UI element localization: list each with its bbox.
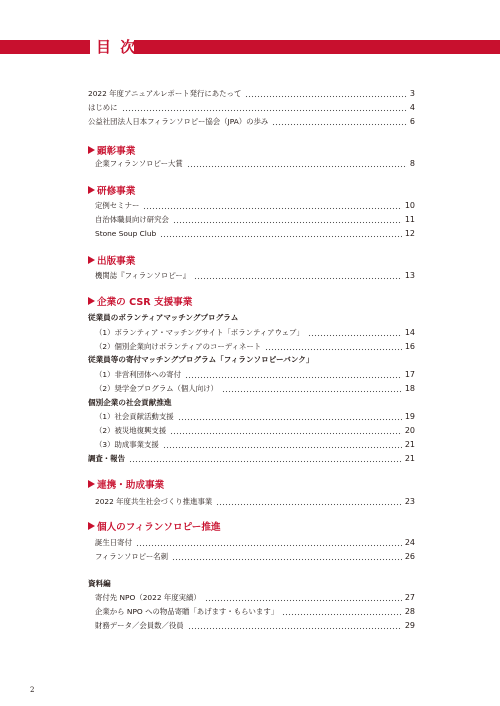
toc-entry-label: 2022 年度アニュアルレポート発行にあたって bbox=[88, 89, 242, 98]
page-number: 2 bbox=[30, 686, 35, 694]
toc-entry-label: （2）被災地復興支援 bbox=[95, 426, 167, 435]
toc-entry-page: 13 bbox=[404, 271, 415, 280]
toc-entry[interactable] bbox=[95, 383, 415, 395]
leader-dots bbox=[129, 453, 402, 465]
leader-dots bbox=[163, 439, 402, 451]
leader-dots bbox=[170, 425, 402, 437]
toc-entry[interactable] bbox=[95, 551, 415, 563]
leader-dots bbox=[143, 200, 401, 212]
subsection-heading-shiryo: 資料編 bbox=[88, 579, 111, 588]
toc-entry-page: 14 bbox=[404, 328, 415, 337]
leader-dots bbox=[272, 116, 407, 128]
toc-entry-page: 16 bbox=[404, 342, 415, 351]
leader-dots bbox=[245, 88, 407, 100]
toc-entry-label: 調査・報告 bbox=[88, 454, 125, 463]
toc-entry-page: 17 bbox=[404, 370, 415, 379]
toc-entry[interactable] bbox=[95, 200, 415, 212]
toc-entry-label: （1）社会貢献活動支援 bbox=[95, 412, 174, 421]
section-title: 顕彰事業 bbox=[97, 146, 136, 157]
right-triangle-icon bbox=[88, 146, 95, 154]
leader-dots bbox=[187, 158, 407, 170]
toc-entry-page: 28 bbox=[404, 607, 415, 616]
toc-entry[interactable] bbox=[95, 411, 415, 423]
toc-entry[interactable] bbox=[95, 425, 415, 437]
toc-entry-label: フィランソロピー名刺 bbox=[95, 552, 169, 561]
toc-entry-label: Stone Soup Club bbox=[95, 229, 157, 238]
header-band-right bbox=[134, 40, 500, 54]
toc-entry-page: 26 bbox=[404, 552, 415, 561]
right-triangle-icon bbox=[88, 256, 95, 264]
leader-dots bbox=[222, 383, 402, 395]
toc-entry-page: 20 bbox=[404, 426, 415, 435]
toc-entry-label: 定例セミナー bbox=[95, 201, 140, 210]
toc-entry-page: 21 bbox=[404, 454, 415, 463]
leader-dots bbox=[178, 411, 402, 423]
section-heading-kojin bbox=[88, 521, 221, 535]
toc-entry-page: 23 bbox=[404, 497, 415, 506]
toc-entry[interactable] bbox=[95, 158, 415, 170]
toc-entry[interactable] bbox=[95, 270, 415, 282]
subsection-heading: 従業員等の寄付マッチングプログラム「フィランソロピーバンク」 bbox=[88, 355, 314, 364]
leader-dots bbox=[160, 228, 402, 240]
subsection-heading: 従業員のボランティアマッチングプログラム bbox=[88, 313, 239, 322]
toc-entry-label: （3）助成事業支援 bbox=[95, 440, 159, 449]
toc-entry-label: 機関誌『フィランソロピー』 bbox=[95, 271, 191, 280]
toc-entry[interactable] bbox=[95, 537, 415, 549]
toc-entry[interactable] bbox=[95, 592, 415, 604]
section-heading-shuppan bbox=[88, 255, 135, 269]
toc-entry-page: 8 bbox=[409, 159, 415, 168]
toc-entry[interactable] bbox=[95, 620, 415, 632]
leader-dots bbox=[173, 214, 402, 226]
section-title: 連携・助成事業 bbox=[97, 480, 165, 491]
toc-entry[interactable] bbox=[95, 496, 415, 508]
toc-entry-label: 2022 年度共生社会づくり推進事業 bbox=[95, 497, 213, 506]
section-title: 研修事業 bbox=[97, 186, 136, 197]
toc-entry-label: 公益社団法人日本フィランソロピー協会（JPA）の歩み bbox=[88, 117, 269, 126]
toc-entry-label: 誕生日寄付 bbox=[95, 538, 132, 547]
toc-entry-page: 29 bbox=[404, 621, 415, 630]
toc-entry[interactable] bbox=[88, 88, 415, 100]
section-heading-kensho bbox=[88, 145, 135, 159]
toc-entry[interactable] bbox=[95, 228, 415, 240]
toc-entry[interactable] bbox=[88, 102, 415, 114]
toc-entry[interactable] bbox=[88, 453, 415, 465]
toc-entry-label: （1）ボランティア・マッチングサイト「ボランティアウェブ」 bbox=[95, 328, 304, 337]
leader-dots bbox=[216, 496, 402, 508]
toc-entry-page: 21 bbox=[404, 440, 415, 449]
toc-entry[interactable] bbox=[88, 116, 415, 128]
toc-entry-label: （2）個別企業向けボランティアのコーディネート bbox=[95, 342, 262, 351]
toc-entry-page: 12 bbox=[404, 229, 415, 238]
toc-entry[interactable] bbox=[95, 369, 415, 381]
right-triangle-icon bbox=[88, 186, 95, 194]
section-heading-csr bbox=[88, 296, 192, 310]
toc-entry-page: 11 bbox=[404, 215, 415, 224]
page-title: 目 次 bbox=[96, 38, 138, 56]
header-band-left bbox=[0, 40, 90, 54]
leader-dots bbox=[194, 270, 402, 282]
section-title: 企業の CSR 支援事業 bbox=[97, 297, 193, 308]
toc-entry-page: 3 bbox=[409, 89, 415, 98]
section-heading-kenshu bbox=[88, 185, 135, 199]
toc-entry-label: 自治体職員向け研究会 bbox=[95, 215, 169, 224]
toc-entry-label: 企業フィランソロピー大賞 bbox=[95, 159, 183, 168]
leader-dots bbox=[205, 592, 402, 604]
leader-dots bbox=[185, 369, 402, 381]
leader-dots bbox=[136, 537, 402, 549]
right-triangle-icon bbox=[88, 297, 95, 305]
leader-dots bbox=[308, 327, 402, 339]
right-triangle-icon bbox=[88, 522, 95, 530]
leader-dots bbox=[188, 620, 402, 632]
toc-entry-label: 企業から NPO への物品寄贈「あげます・もらいます」 bbox=[95, 607, 279, 616]
toc-entry[interactable] bbox=[95, 606, 415, 618]
toc-entry-label: （1）非営利団体への寄付 bbox=[95, 370, 182, 379]
toc-entry-page: 27 bbox=[404, 593, 415, 602]
toc-entry-page: 4 bbox=[409, 103, 415, 112]
toc-entry-label: 寄付先 NPO（2022 年度実績） bbox=[95, 593, 201, 602]
leader-dots bbox=[122, 102, 407, 114]
toc-entry[interactable] bbox=[95, 327, 415, 339]
section-heading-renkei bbox=[88, 479, 164, 493]
leader-dots bbox=[282, 606, 402, 618]
leader-dots bbox=[265, 341, 402, 353]
toc-entry[interactable] bbox=[95, 439, 415, 451]
toc-entry-page: 18 bbox=[404, 384, 415, 393]
section-title: 個人のフィランソロピー推進 bbox=[97, 522, 221, 533]
right-triangle-icon bbox=[88, 480, 95, 488]
subsection-heading: 個別企業の社会貢献推進 bbox=[88, 398, 172, 407]
toc-entry-page: 19 bbox=[404, 412, 415, 421]
toc-entry-label: はじめに bbox=[88, 103, 118, 112]
toc-entry-page: 6 bbox=[409, 117, 415, 126]
leader-dots bbox=[172, 551, 402, 563]
toc-entry-page: 24 bbox=[404, 538, 415, 547]
toc-entry[interactable] bbox=[95, 214, 415, 226]
toc-entry-label: 財務データ／会員数／役員 bbox=[95, 621, 184, 630]
toc-entry[interactable] bbox=[95, 341, 415, 353]
section-title: 出版事業 bbox=[97, 256, 136, 267]
toc-entry-label: （2）奨学金プログラム（個人向け） bbox=[95, 384, 218, 393]
toc-entry-page: 10 bbox=[404, 201, 415, 210]
